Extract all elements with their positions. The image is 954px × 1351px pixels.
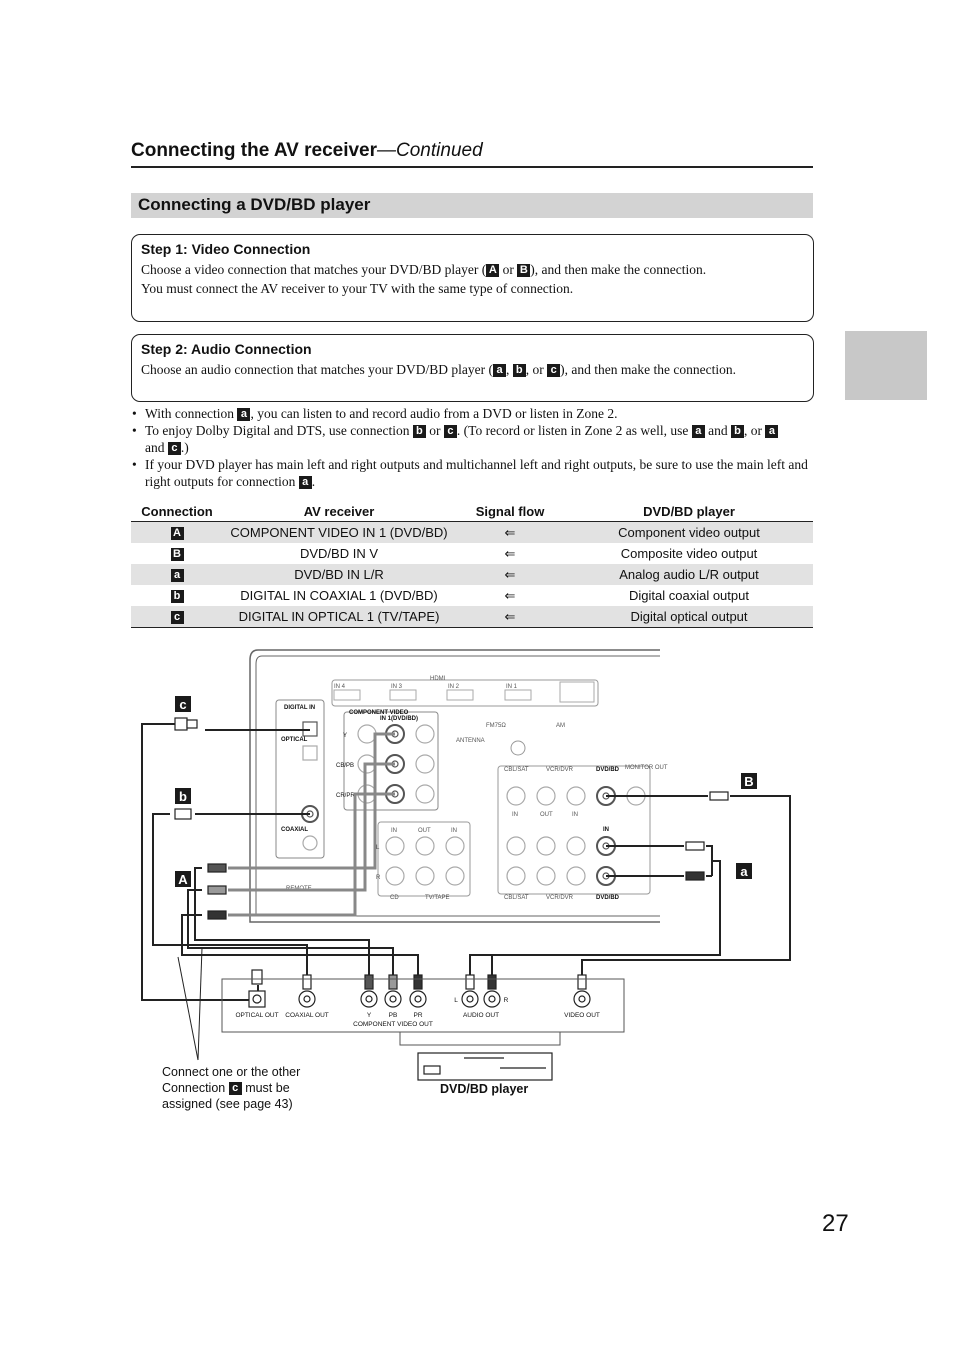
diagram-note <box>162 1064 300 1112</box>
dvd-player-icon <box>418 1053 552 1080</box>
bullet-text: . <box>311 474 316 489</box>
key-badge: c <box>168 442 181 455</box>
key-badge: B <box>171 548 184 561</box>
out-label: OUT <box>418 828 431 834</box>
flow-cell: ⇐ <box>504 587 516 603</box>
dvd-player-label: DVD/BD player <box>440 1082 529 1096</box>
bullet-text: . (To record or listen in Zone 2 as well, use <box>456 423 692 438</box>
player-cell: Composite video output <box>620 546 758 561</box>
bullet-text: To enjoy Dolby Digital and DTS, use connection <box>145 423 413 438</box>
diagram-key-b: b <box>179 789 187 804</box>
optical-out-label: OPTICAL OUT <box>235 1012 279 1019</box>
r-label: R <box>376 875 381 881</box>
flow-cell: ⇐ <box>504 545 516 561</box>
key-badge: A <box>486 264 499 277</box>
flow-cell: ⇐ <box>455 606 565 628</box>
title-text: Connecting the AV receiver <box>131 140 378 161</box>
key-badge: b <box>731 425 744 438</box>
out-label: OUT <box>540 812 553 818</box>
player-pb-label: PB <box>388 1012 398 1019</box>
l-label: L <box>376 845 380 851</box>
column-header: AV receiver <box>223 502 455 522</box>
coaxial-label: COAXIAL <box>281 827 308 833</box>
key-badge: c <box>444 425 457 438</box>
note-line: assigned (see page 43) <box>162 1097 293 1111</box>
hdmi-in1-label: IN 1 <box>506 684 518 690</box>
dvd-bd-label-2: DVD/BD <box>596 895 620 901</box>
in-label: IN <box>391 828 397 834</box>
component-cr-label: CR/PR <box>336 793 355 799</box>
player-pr-label: PR <box>413 1012 423 1019</box>
step1-text-b: or <box>499 262 518 277</box>
component-video-out-label: COMPONENT VIDEO OUT <box>353 1021 433 1028</box>
key-badge: b <box>413 425 426 438</box>
video-out-label: VIDEO OUT <box>564 1012 600 1019</box>
tv-tape-label: TV/TAPE <box>425 895 450 901</box>
in-label: IN <box>572 812 578 818</box>
key-badge: a <box>765 425 778 438</box>
audio-r-label: R <box>503 997 509 1004</box>
title-suffix: —Continued <box>377 140 483 161</box>
step1-text-a: Choose a video connection that matches your DVD/BD player ( <box>141 262 487 277</box>
vcr-dvr-label-2: VCR/DVR <box>546 895 574 901</box>
diagram-key-badges <box>175 696 757 887</box>
player-cell: Analog audio L/R output <box>565 564 813 585</box>
key-badge: c <box>171 611 184 624</box>
bullet-text: , or <box>744 423 766 438</box>
monitor-out-label: MONITOR OUT <box>625 765 668 771</box>
digital-in-label: DIGITAL IN <box>284 705 316 711</box>
page-number: 27 <box>822 1210 849 1237</box>
key-badge: b <box>513 364 526 377</box>
flow-cell: ⇐ <box>455 564 565 585</box>
column-header: Connection <box>131 502 223 522</box>
key-badge: c <box>547 364 560 377</box>
step1-heading: Step 1: Video Connection <box>141 241 311 257</box>
receiver-cell: DIGITAL IN OPTICAL 1 (TV/TAPE) <box>223 606 455 628</box>
column-header: Signal flow <box>455 502 565 522</box>
step2-sep: , <box>506 362 513 377</box>
audio-l-label: L <box>454 997 458 1004</box>
component-cb-label: CB/PB <box>336 763 355 769</box>
remote-label: REMOTE <box>286 886 312 892</box>
key-badge: a <box>692 425 705 438</box>
section-title: Connecting a DVD/BD player <box>138 195 371 214</box>
cbl-sat-label: CBL/SAT <box>504 767 529 773</box>
step2-sep: , or <box>525 362 548 377</box>
note-line: Connection <box>162 1081 229 1095</box>
receiver-cell: DVD/BD IN L/R <box>223 564 455 585</box>
receiver-cell: DIGITAL IN COAXIAL 1 (DVD/BD) <box>240 588 438 603</box>
receiver-jacks <box>302 722 645 885</box>
cd-label: CD <box>390 895 399 901</box>
note-line: Connect one or the other <box>162 1065 301 1079</box>
bullet-text: and <box>145 440 168 455</box>
step1-text-line2: You must connect the AV receiver to your TV with the same type of connection. <box>141 281 574 296</box>
key-badge: a <box>171 569 184 582</box>
fm-label: FM75Ω <box>486 723 506 729</box>
diagram-key-c: c <box>179 697 187 712</box>
step2-text-b: ), and then make the connection. <box>560 362 736 377</box>
bullet-text: .) <box>180 440 189 455</box>
hdmi-in4-label: IN 4 <box>334 684 346 690</box>
receiver-cell: DVD/BD IN V <box>299 546 378 561</box>
bullet-text: If your DVD player has main left and right outputs and multichannel left and right outputs, be sure to use the main left and right outputs for connection <box>145 457 808 489</box>
bullet-text: and <box>704 423 732 438</box>
component-y-label: Y <box>343 733 348 739</box>
receiver-cell: COMPONENT VIDEO IN 1 (DVD/BD) <box>223 522 455 544</box>
player-y-label: Y <box>366 1012 372 1019</box>
bullet-text: With connection <box>145 406 238 421</box>
key-badge: a <box>299 476 312 489</box>
diagram-key-a: a <box>740 864 748 879</box>
key-badge: a <box>237 408 250 421</box>
key-badge: a <box>493 364 506 377</box>
cbl-sat-label-2: CBL/SAT <box>504 895 529 901</box>
player-cell: Component video output <box>565 522 813 544</box>
hdmi-in3-label: IN 3 <box>391 684 403 690</box>
key-badge: B <box>517 264 530 277</box>
am-label: AM <box>556 723 565 729</box>
optical-label: OPTICAL <box>281 737 308 743</box>
step2-text-a: Choose an audio connection that matches your DVD/BD player ( <box>141 362 494 377</box>
diagram-key-B: B <box>744 774 754 789</box>
component-in1-label: IN 1(DVD/BD) <box>380 716 419 722</box>
hdmi-label: HDMI <box>430 676 446 682</box>
coaxial-out-label: COAXIAL OUT <box>285 1012 329 1019</box>
step1-text-c: ), and then make the connection. <box>530 262 707 277</box>
diagram-key-A: A <box>178 872 188 887</box>
bullet-text: , you can listen to and record audio from a DVD or listen in Zone 2. <box>250 406 618 421</box>
in-label: IN <box>512 812 518 818</box>
cables <box>142 724 790 1000</box>
in-label: IN <box>451 828 457 834</box>
audio-out-label: AUDIO OUT <box>462 1012 500 1019</box>
key-badge: c <box>229 1082 242 1095</box>
column-header: DVD/BD player <box>565 502 813 522</box>
key-badge: A <box>171 527 184 540</box>
player-cell: Digital optical output <box>565 606 813 628</box>
flow-cell: ⇐ <box>455 522 565 544</box>
hdmi-ports <box>334 682 594 702</box>
bullet-text: or <box>425 423 444 438</box>
dvd-in-label: IN <box>603 827 609 833</box>
note-pointer <box>178 948 202 1060</box>
step2-heading: Step 2: Audio Connection <box>141 341 312 357</box>
component-video-label: COMPONENT VIDEO <box>349 710 409 716</box>
player-cell: Digital coaxial output <box>629 588 749 603</box>
note-line: must be <box>241 1081 290 1095</box>
player-output-panel <box>222 979 624 1045</box>
antenna-label: ANTENNA <box>456 738 485 744</box>
key-badge: b <box>171 590 184 603</box>
hdmi-in2-label: IN 2 <box>448 684 460 690</box>
dvd-bd-label: DVD/BD <box>596 767 620 773</box>
vcr-dvr-label: VCR/DVR <box>546 767 574 773</box>
